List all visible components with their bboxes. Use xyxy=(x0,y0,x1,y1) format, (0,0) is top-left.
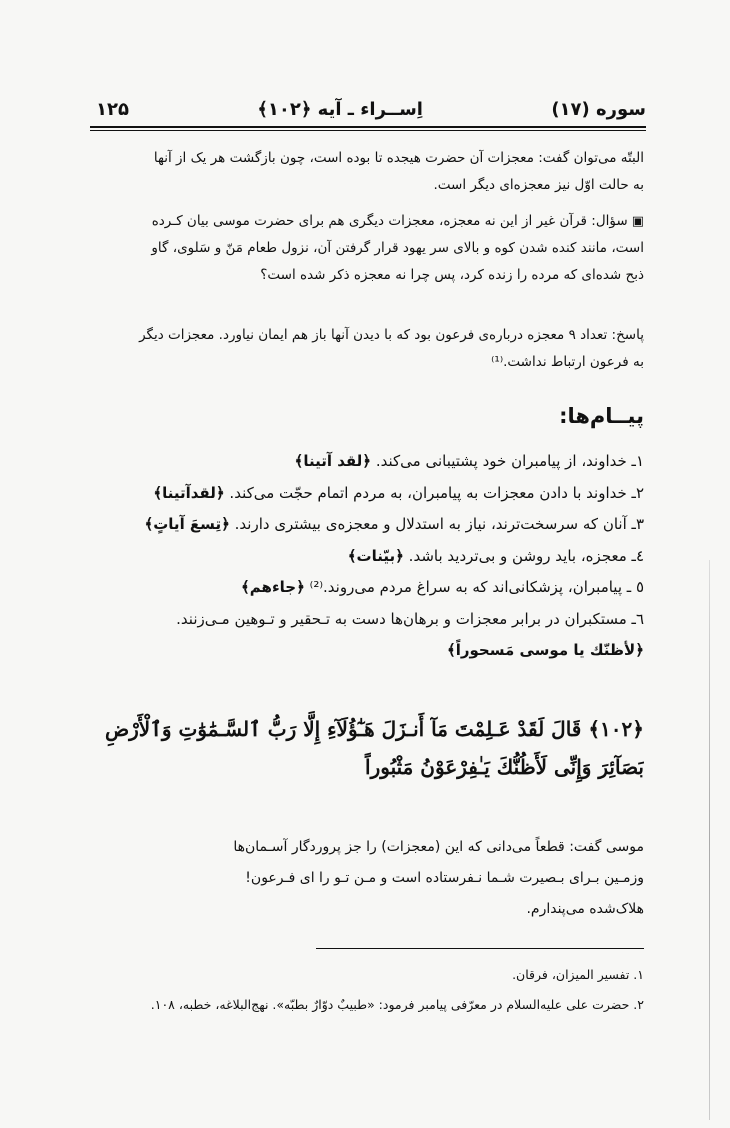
message-quote: ﴿جاءهم﴾ xyxy=(241,578,305,596)
message-text: ۱ـ خداوند، از پیامبران خود پشتیبانی می‌کند. xyxy=(371,452,644,470)
answer-line: به فرعون ارتباط نداشت.⁽¹⁾ xyxy=(491,354,644,370)
messages-title: پیــام‌ها: xyxy=(559,404,644,428)
message-quote: ﴿لأظنّك یا موسی مَسحوراً﴾ xyxy=(446,641,644,659)
message-item xyxy=(90,572,644,604)
message-item xyxy=(90,541,644,573)
question-line xyxy=(90,208,644,235)
page-edge-shadow xyxy=(709,560,710,1120)
intro-line: البتّه می‌توان گفت: معجزات آن حضرت هیجده تا بوده است، چون بازگشت هر یک از آنها xyxy=(153,150,644,166)
footnotes xyxy=(96,960,644,1020)
message-item xyxy=(90,446,644,478)
message-text: ۳ـ آنان که سرسخت‌ترند، نیاز به استدلال و معجزه‌ی بیشتری دارند. xyxy=(229,515,644,533)
message-text: ۲ـ خداوند با دادن معجزات به پیامبران، به مردم اتمام حجّت می‌کند. xyxy=(224,483,644,502)
translation-line: موسی گفت: قطعاً می‌دانی که این (معجزات) را جز پروردگار آسـمان‌ها xyxy=(233,839,644,855)
running-header xyxy=(96,95,646,123)
question-text: سؤال: قرآن غیر از این نه معجزه، معجزات دیگری هم برای حضرت موسی بیان کـرده xyxy=(151,213,628,229)
message-quote: ﴿تِسعَ آیاتٍ﴾ xyxy=(144,515,230,533)
footnote: ۲. حضرت علی علیه‌السلام در معرّفی پیامبر فرمود: «طبیبٌ دوّارٌ بطبّه». نهج‌البلاغه، خطبه، ۱۰۸. xyxy=(150,997,644,1012)
message-text: ٦ـ مستکبران در برابر معجزات و برهان‌ها دست به تـحقیر و تـوهین مـی‌زنند. xyxy=(176,609,644,628)
intro-line: به حالت اوّل نیز معجزه‌ای دیگر است. xyxy=(433,177,644,193)
footnote: ۱. تفسیر المیزان، فرقان. xyxy=(512,967,644,982)
message-item xyxy=(90,478,644,510)
messages-list xyxy=(90,446,644,667)
header-title: اِســراء ـ آیه ﴿۱۰۲﴾ xyxy=(257,98,423,120)
message-quote: ﴿لقد آتینا﴾ xyxy=(294,452,372,470)
footnote-rule xyxy=(316,948,644,949)
message-text: ٤ـ معجزه، باید روشن و بی‌تردید باشد. xyxy=(403,546,644,565)
answer-line: پاسخ: تعداد ۹ معجزه درباره‌ی فرعون بود که با دیدن آنها باز هم ایمان نیاورد. معجزات دیگر xyxy=(139,327,644,343)
question-line: است، مانند کنده شدن کوه و بالای سر یهود قرار گرفتن آن، نزول طعام مَنّ و سَلوی، گاو xyxy=(151,240,644,256)
translation-line: وزمـین بـرای بـصیرت شـما نـفرستاده است و مـن تـو را ای فـرعون! xyxy=(245,870,644,886)
page-number: ۱۲۵ xyxy=(96,98,129,120)
message-text: ٥ ـ پیامبران، پزشکانی‌اند که به سراغ مردم می‌روند.⁽²⁾ xyxy=(304,578,644,596)
message-item xyxy=(90,604,644,636)
message-item xyxy=(90,509,644,541)
answer-paragraph xyxy=(90,322,644,376)
verse-translation xyxy=(130,832,644,925)
question-box-icon: ▣ xyxy=(631,214,644,229)
message-quote: ﴿بیّنات﴾ xyxy=(347,546,404,565)
message-item xyxy=(90,635,644,667)
header-rule xyxy=(90,126,646,131)
message-quote: ﴿لقدآتینا﴾ xyxy=(153,483,225,502)
header-surah: سوره (۱۷) xyxy=(551,98,646,120)
question-line: ذبح شده‌ای که مرده را زنده کرد، پس چرا نه معجزه ذکر شده است؟ xyxy=(260,267,644,283)
translation-line: هلاک‌شده می‌پندارم. xyxy=(526,901,644,917)
quran-verse xyxy=(96,710,644,786)
intro-paragraph xyxy=(90,145,644,199)
question-paragraph xyxy=(90,208,644,289)
verse-line: بَصَآئِرَ وَإِنِّى لَأَظُنُّكَ يَـٰفِرْعَوْنُ مَثْبُوراً xyxy=(365,755,644,779)
verse-line: ﴿۱۰۲﴾ قَالَ لَقَدْ عَـلِمْتَ مَآ أَنـزَلَ هَـٰٓؤُلَآءِ إِلَّا رَبُّ ٱلسَّـمَٰوَٰتِ وَٱلْأَرْضِ xyxy=(104,717,644,741)
